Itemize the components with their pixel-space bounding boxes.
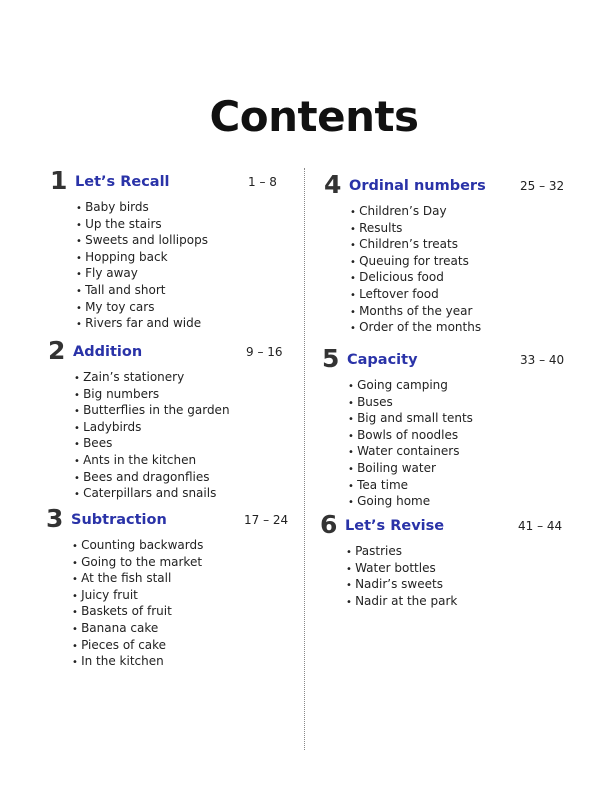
chapter-pages: 25 – 32 [520, 179, 565, 193]
topic-item: • Counting backwards [72, 538, 296, 555]
topic-item: • Bowls of noodles [348, 428, 572, 445]
chapter-1 [50, 166, 300, 333]
topic-item: • Tea time [348, 478, 572, 495]
topic-item: • Results [350, 221, 574, 238]
topic-item: • Ants in the kitchen [74, 453, 298, 470]
topic-item: • Buses [348, 395, 572, 412]
topic-item: • Nadir at the park [346, 594, 570, 611]
chapter-title[interactable]: Subtraction [71, 512, 167, 528]
column-divider [304, 168, 305, 750]
topic-item: • Sweets and lollipops [76, 233, 300, 250]
topic-item: • Big numbers [74, 387, 298, 404]
topic-item: • Big and small tents [348, 411, 572, 428]
topic-item: • Rivers far and wide [76, 316, 300, 333]
topic-item: • Pastries [346, 544, 570, 561]
chapter-title[interactable]: Addition [73, 344, 143, 360]
topic-list [320, 544, 570, 610]
topic-item: • Going camping [348, 378, 572, 395]
chapter-title[interactable]: Ordinal numbers [349, 178, 486, 194]
topic-item: • Going home [348, 494, 572, 511]
topic-item: • Months of the year [350, 304, 574, 321]
topic-item: • Bees [74, 436, 298, 453]
chapter-title[interactable]: Let’s Recall [75, 174, 170, 190]
topic-item: • Water bottles [346, 561, 570, 578]
topic-item: • Hopping back [76, 250, 300, 267]
topic-item: • In the kitchen [72, 654, 296, 671]
topic-item: • Delicious food [350, 270, 574, 287]
topic-item: • Baskets of fruit [72, 604, 296, 621]
chapter-pages: 33 – 40 [520, 353, 565, 367]
topic-item: • Pieces of cake [72, 638, 296, 655]
topic-item: • Fly away [76, 266, 300, 283]
topic-item: • At the fish stall [72, 571, 296, 588]
topic-item: • Juicy fruit [72, 588, 296, 605]
topic-list [50, 200, 300, 333]
chapter-number: 6 [320, 510, 338, 539]
chapter-title[interactable]: Let’s Revise [345, 518, 445, 534]
chapter-pages: 17 – 24 [244, 513, 289, 527]
chapter-number: 3 [46, 504, 64, 533]
topic-item: • Bees and dragonflies [74, 470, 298, 487]
chapter-2 [48, 336, 298, 503]
chapter-pages: 9 – 16 [246, 345, 283, 359]
topic-item: • Order of the months [350, 320, 574, 337]
topic-item: • Children’s Day [350, 204, 574, 221]
topic-item: • Butterflies in the garden [74, 403, 298, 420]
topic-list [322, 378, 572, 511]
chapter-pages: 1 – 8 [248, 175, 277, 189]
chapter-6 [320, 510, 570, 610]
chapter-title[interactable]: Capacity [347, 352, 418, 368]
chapter-3 [46, 504, 296, 671]
chapter-4 [324, 170, 574, 337]
topic-item: • Tall and short [76, 283, 300, 300]
topic-item: • Leftover food [350, 287, 574, 304]
topic-item: • Nadir’s sweets [346, 577, 570, 594]
topic-item: • Banana cake [72, 621, 296, 638]
topic-item: • My toy cars [76, 300, 300, 317]
chapter-number: 4 [324, 170, 342, 199]
topic-item: • Boiling water [348, 461, 572, 478]
topic-list [324, 204, 574, 337]
topic-item: • Ladybirds [74, 420, 298, 437]
chapter-5 [322, 344, 572, 511]
chapter-number: 2 [48, 336, 66, 365]
topic-list [48, 370, 298, 503]
topic-item: • Going to the market [72, 555, 296, 572]
topic-item: • Children’s treats [350, 237, 574, 254]
chapter-pages: 41 – 44 [518, 519, 563, 533]
topic-item: • Baby birds [76, 200, 300, 217]
chapter-number: 5 [322, 344, 340, 373]
page-title: Contents [209, 92, 419, 141]
topic-item: • Queuing for treats [350, 254, 574, 271]
chapter-number: 1 [50, 166, 68, 195]
topic-item: • Up the stairs [76, 217, 300, 234]
topic-item: • Water containers [348, 444, 572, 461]
topic-item: • Caterpillars and snails [74, 486, 298, 503]
topic-item: • Zain’s stationery [74, 370, 298, 387]
topic-list [46, 538, 296, 671]
